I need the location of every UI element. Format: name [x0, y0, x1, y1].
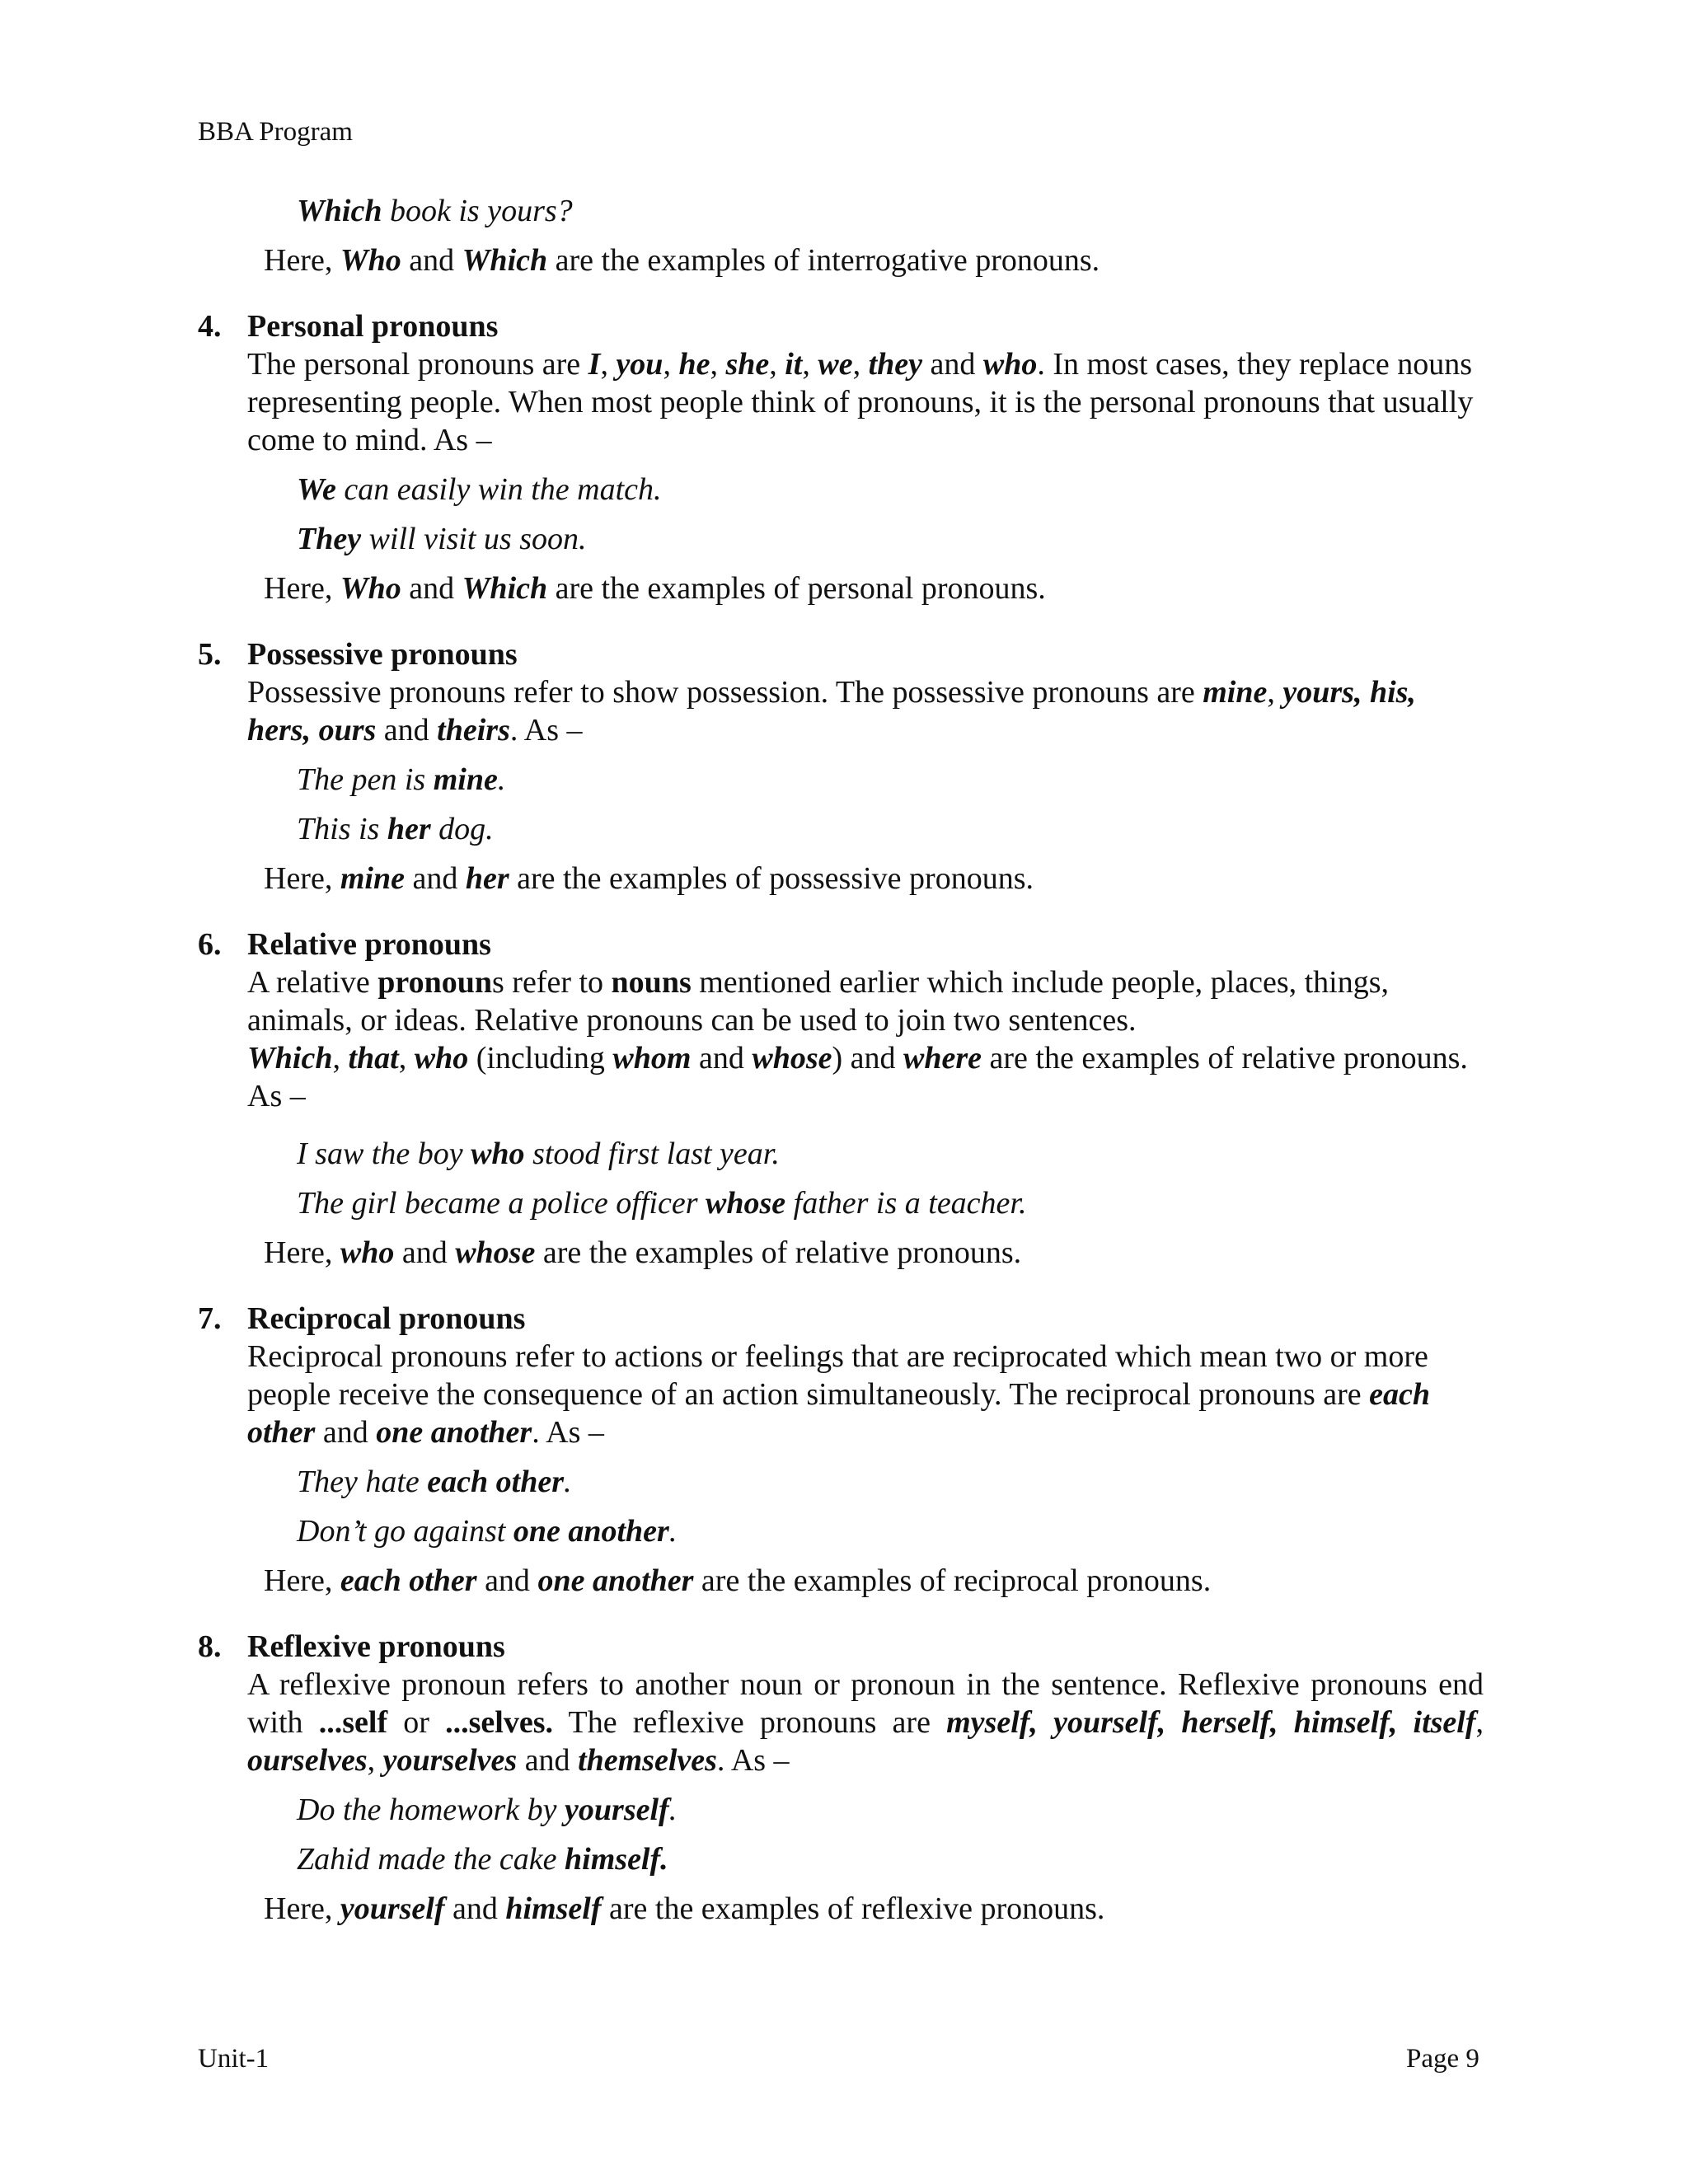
emphasis: yourselves [382, 1743, 518, 1778]
emphasis: himself [505, 1891, 602, 1926]
example-sentence [297, 761, 1484, 799]
text: and [922, 347, 983, 382]
text: . [668, 1514, 678, 1549]
text: or [387, 1705, 446, 1740]
example-sentence [297, 192, 1484, 230]
text: I saw the boy [297, 1137, 471, 1171]
section-heading [198, 635, 1484, 673]
text: and [315, 1415, 377, 1450]
text: and [394, 1235, 456, 1270]
text: . As – [716, 1743, 790, 1778]
section-heading [198, 1300, 1484, 1338]
text: book is yours? [382, 194, 573, 228]
emphasis: one another [537, 1563, 694, 1598]
text: (including [468, 1041, 613, 1076]
text: are the examples of relative pronouns. [535, 1235, 1022, 1270]
example-note [264, 1890, 1484, 1928]
emphasis: Who [340, 571, 401, 606]
section-number: 5. [198, 637, 222, 672]
emphasis: who [471, 1137, 525, 1171]
text: The reflexive pronouns are [553, 1705, 947, 1740]
text: and [401, 243, 462, 278]
text: and [376, 713, 438, 748]
text: and [691, 1041, 753, 1076]
text: They hate [297, 1465, 428, 1499]
page-header: BBA Program [198, 117, 353, 147]
text: , [1475, 1705, 1484, 1740]
section-body [247, 1039, 1484, 1115]
section-number: 6. [198, 927, 222, 962]
emphasis: her [465, 861, 509, 896]
section-body [247, 673, 1484, 749]
emphasis: Which [462, 243, 548, 278]
emphasis: yourself [340, 1891, 445, 1926]
text: . [497, 762, 506, 797]
text: Here, [264, 243, 340, 278]
text: are the examples of relative pronouns. As – [247, 1041, 1468, 1113]
text: Don’t go against [297, 1514, 513, 1549]
page-content [198, 192, 1484, 1928]
example-sentence [297, 1135, 1484, 1173]
section-reciprocal-pronouns [198, 1300, 1484, 1600]
example-note [264, 1234, 1484, 1272]
text: . In most cases, they replace nouns representing people. When most people think of pronouns, it is the personal pronouns that usually come to mind. As – [247, 347, 1474, 457]
text: mentioned earlier which include people, places, things, animals, or ideas. Relative pronouns can be used to join two sentences. [247, 965, 1390, 1038]
example-sentence [297, 471, 1484, 509]
section-body [247, 345, 1484, 459]
section-body [247, 1666, 1484, 1779]
text: , [398, 1041, 415, 1076]
text: , [1267, 675, 1283, 710]
examples [198, 471, 1484, 558]
intro-block [198, 192, 1484, 279]
section-relative-pronouns [198, 926, 1484, 1272]
text: Here, [264, 861, 340, 896]
text: and [476, 1563, 538, 1598]
emphasis: who [340, 1235, 395, 1270]
text: Here, [264, 1563, 340, 1598]
emphasis: ...selves. [445, 1705, 553, 1740]
text: , [367, 1743, 383, 1778]
emphasis: mine [1203, 675, 1268, 710]
text: are the examples of interrogative pronouns. [547, 243, 1100, 278]
section-heading [198, 926, 1484, 963]
text: , [802, 347, 818, 382]
text: . As – [509, 713, 583, 748]
text: A relative [247, 965, 378, 1000]
emphasis: one another [513, 1514, 669, 1549]
emphasis: they [868, 347, 923, 382]
examples [198, 1135, 1484, 1222]
text: father is a teacher. [785, 1186, 1027, 1221]
text: , [710, 347, 726, 382]
emphasis: ourselves [247, 1743, 368, 1778]
emphasis: mine [340, 861, 405, 896]
section-reflexive-pronouns [198, 1628, 1484, 1928]
emphasis: Who [340, 243, 401, 278]
section-title: Reflexive pronouns [247, 1629, 505, 1664]
section-body [247, 963, 1484, 1039]
emphasis: I [588, 347, 601, 382]
emphasis: Which [462, 571, 548, 606]
example-note [264, 860, 1484, 898]
text: This is [297, 812, 387, 846]
emphasis: himself. [565, 1842, 668, 1877]
emphasis: Which [297, 194, 382, 228]
text: A reflexive pronoun refers to another noun or pronoun in the sentence. Reflexive pronouns end with [247, 1667, 1484, 1740]
text: Here, [264, 1891, 340, 1926]
example-sentence [297, 520, 1484, 558]
example-note [264, 1562, 1484, 1600]
text: The pen is [297, 762, 434, 797]
emphasis: each other [247, 1377, 1430, 1450]
example-sentence [297, 1463, 1484, 1501]
emphasis: each other [340, 1563, 477, 1598]
text: s refer to [492, 965, 612, 1000]
text: The personal pronouns are [247, 347, 588, 382]
emphasis: whose [706, 1186, 786, 1221]
text: and [404, 861, 466, 896]
emphasis: myself, yourself, herself, himself, itself [946, 1705, 1476, 1740]
section-number: 7. [198, 1301, 222, 1336]
example-note [264, 569, 1484, 607]
emphasis: ...self [318, 1705, 388, 1740]
examples [198, 1791, 1484, 1878]
text: will visit us soon. [361, 522, 587, 556]
section-body [247, 1338, 1484, 1451]
text: Here, [264, 1235, 340, 1270]
emphasis: that [348, 1041, 399, 1076]
emphasis: she [725, 347, 770, 382]
section-title: Reciprocal pronouns [247, 1301, 526, 1336]
text: Here, [264, 571, 340, 606]
emphasis: pronoun [377, 965, 492, 1000]
section-number: 4. [198, 309, 222, 344]
emphasis: each other [427, 1465, 565, 1499]
emphasis: whose [752, 1041, 832, 1076]
text: Reciprocal pronouns refer to actions or feelings that are reciprocated which mean two or more people receive the consequence of an action simultaneously. The reciprocal pronouns are [247, 1339, 1428, 1412]
emphasis: her [387, 812, 431, 846]
text: . [564, 1465, 572, 1499]
text: can easily win the match. [335, 472, 662, 507]
example-sentence [297, 1184, 1484, 1222]
section-heading [198, 307, 1484, 345]
emphasis: one another [376, 1415, 532, 1450]
emphasis: They [297, 522, 362, 556]
text: stood first last year. [524, 1137, 780, 1171]
emphasis: whose [455, 1235, 536, 1270]
emphasis: theirs [437, 713, 510, 748]
text: . As – [532, 1415, 604, 1450]
text: ) and [832, 1041, 904, 1076]
section-title: Personal pronouns [247, 309, 499, 344]
footer-unit: Unit-1 [198, 2044, 270, 2074]
section-heading [198, 1628, 1484, 1666]
text: are the examples of personal pronouns. [547, 571, 1046, 606]
emphasis: where [903, 1041, 982, 1076]
emphasis: it [785, 347, 803, 382]
example-sentence [297, 810, 1484, 848]
text: , [769, 347, 785, 382]
text: and [401, 571, 462, 606]
text: , [663, 347, 679, 382]
section-number: 8. [198, 1629, 222, 1664]
section-personal-pronouns [198, 307, 1484, 607]
emphasis: yours, his, hers, ours [247, 675, 1416, 748]
text: are the examples of possessive pronouns. [509, 861, 1034, 896]
examples [198, 1463, 1484, 1550]
emphasis: whom [612, 1041, 692, 1076]
text: and [517, 1743, 579, 1778]
emphasis: yourself [565, 1793, 669, 1827]
emphasis: Which [247, 1041, 333, 1076]
emphasis: We [297, 472, 336, 507]
emphasis: themselves [578, 1743, 717, 1778]
text: Possessive pronouns refer to show possession. The possessive pronouns are [247, 675, 1203, 710]
text: The girl became a police officer [297, 1186, 706, 1221]
emphasis: nouns [611, 965, 692, 1000]
text: dog. [430, 812, 494, 846]
text: are the examples of reciprocal pronouns. [693, 1563, 1212, 1598]
text: , [852, 347, 869, 382]
example-sentence [297, 1840, 1484, 1878]
emphasis: who [982, 347, 1038, 382]
emphasis: he [678, 347, 710, 382]
text: , [332, 1041, 349, 1076]
section-title: Relative pronouns [247, 927, 491, 962]
text: Zahid made the cake [297, 1842, 565, 1877]
text: and [444, 1891, 506, 1926]
emphasis: mine [433, 762, 498, 797]
text: . [668, 1793, 678, 1827]
emphasis: who [414, 1041, 469, 1076]
example-note [264, 241, 1484, 279]
text: Do the homework by [297, 1793, 565, 1827]
emphasis: we [818, 347, 853, 382]
emphasis: you [616, 347, 663, 382]
text: are the examples of reflexive pronouns. [601, 1891, 1105, 1926]
section-title: Possessive pronouns [247, 637, 518, 672]
section-possessive-pronouns [198, 635, 1484, 898]
example-sentence [297, 1512, 1484, 1550]
examples [198, 761, 1484, 848]
text: , [600, 347, 617, 382]
footer-page-number: Page 9 [1406, 2044, 1479, 2074]
example-sentence [297, 1791, 1484, 1829]
